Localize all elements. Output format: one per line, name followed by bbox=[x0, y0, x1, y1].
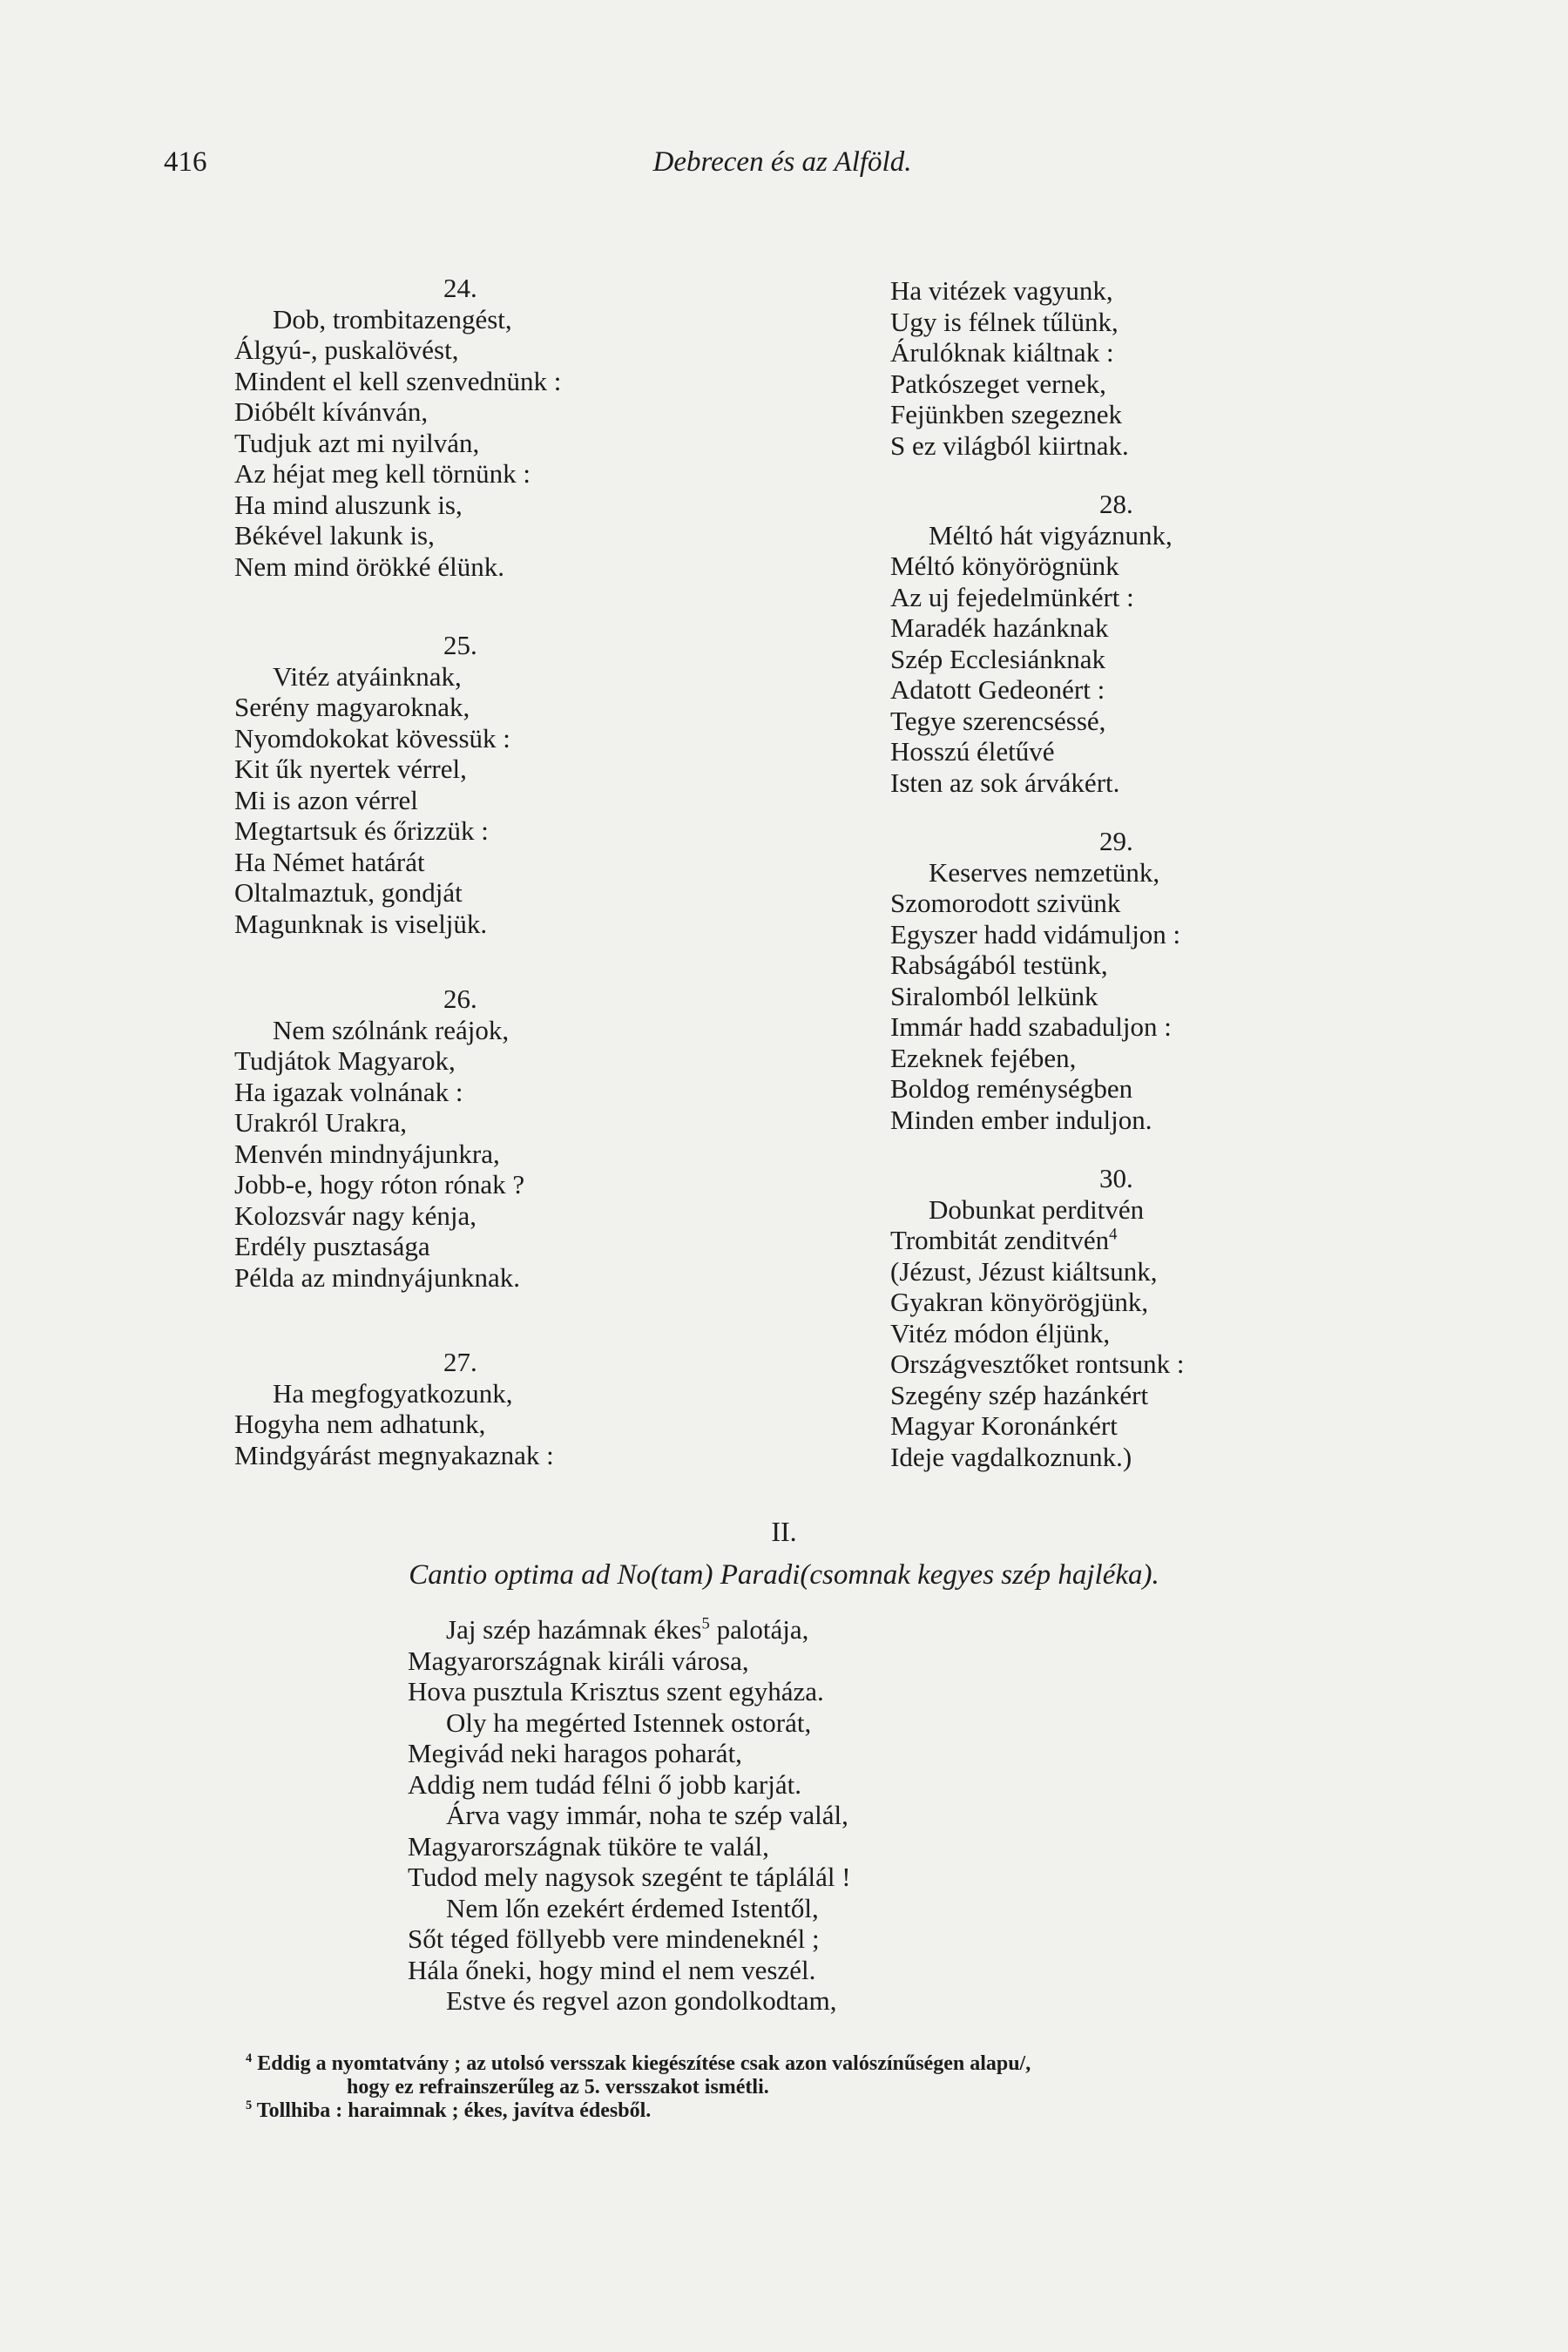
stanza-27 bbox=[234, 1347, 554, 1470]
verse-line: Isten az sok árvákért. bbox=[890, 767, 1120, 798]
page-number: 416 bbox=[164, 146, 207, 178]
verse-line: Ideje vagdalkoznunk.) bbox=[890, 1441, 1132, 1472]
verse-line: Maradék hazánknak bbox=[890, 612, 1109, 643]
stanza-30 bbox=[890, 1163, 1184, 1472]
verse-line: Mindent el kell szenvednünk : bbox=[234, 365, 562, 396]
verse-line: Ugy is félnek tűlünk, bbox=[890, 306, 1119, 337]
verse-line: Dob, trombitazengést, bbox=[273, 303, 512, 335]
verse-line: Hosszú életűvé bbox=[890, 736, 1055, 767]
verse-line: Kolozsvár nagy kénja, bbox=[234, 1200, 477, 1231]
verse-line: Az uj fejedelmünkért : bbox=[890, 581, 1134, 612]
verse-line: Békével lakunk is, bbox=[234, 520, 435, 551]
verse-line: Ha Német határát bbox=[234, 846, 425, 877]
verse-line: Tudjuk azt mi nyilván, bbox=[234, 427, 480, 458]
verse-line: Estve és regvel azon gondolkodtam, bbox=[446, 1985, 837, 2016]
stanza-number: 25. bbox=[443, 630, 477, 660]
verse-line: Gyakran könyörögjünk, bbox=[890, 1287, 1149, 1317]
verse-line bbox=[408, 1614, 851, 1646]
verse-line bbox=[890, 1225, 1184, 1256]
verse-line: Országvesztőket rontsunk : bbox=[890, 1348, 1185, 1379]
footnotes bbox=[246, 2052, 1430, 2123]
verse-line: Erdély pusztasága bbox=[234, 1231, 430, 1261]
stanza-number: 28. bbox=[1099, 489, 1133, 519]
verse-line: Boldog reménységben bbox=[890, 1073, 1133, 1104]
page-header bbox=[164, 146, 1401, 190]
footnote-text: Tollhiba : haraimnak ; ékes, javítva édesből. bbox=[256, 2099, 652, 2122]
verse-line: Tegye szerencséssé, bbox=[890, 705, 1106, 736]
verse-line: Ha vitézek vagyunk, bbox=[890, 275, 1113, 306]
verse-line: Nem lőn ezekért érdemed Istentől, bbox=[446, 1892, 819, 1923]
verse-line: Magyarországnak királi városa, bbox=[408, 1645, 749, 1676]
footnote-marker: 5 bbox=[701, 1614, 710, 1633]
verse-line: Az héjat meg kell törnünk : bbox=[234, 458, 531, 489]
verse-line: Ha mind aluszunk is, bbox=[234, 489, 463, 520]
verse-line: Méltó hát vigyáznunk, bbox=[929, 519, 1173, 551]
footnote-marker: 4 bbox=[1109, 1225, 1118, 1244]
stanza-28 bbox=[890, 489, 1173, 798]
verse-line: Vitéz módon éljünk, bbox=[890, 1317, 1111, 1348]
footnote-4 bbox=[246, 2052, 1430, 2076]
verse-line: Oltalmaztuk, gondját bbox=[234, 877, 463, 908]
stanza-29 bbox=[890, 826, 1180, 1135]
verse-line: Immár hadd szabaduljon : bbox=[890, 1011, 1172, 1042]
verse-line: Mi is azon vérrel bbox=[234, 784, 418, 815]
verse-line: Magyarországnak tüköre te valál, bbox=[408, 1830, 769, 1862]
verse-line: Dióbélt kívánván, bbox=[234, 396, 429, 427]
verse-line: Keserves nemzetünk, bbox=[929, 856, 1160, 888]
verse-line: Minden ember induljon. bbox=[890, 1104, 1152, 1135]
verse-line: Ezeknek fejében, bbox=[890, 1042, 1077, 1073]
verse-line: Menvén mindnyájunkra, bbox=[234, 1138, 500, 1169]
verse-line: Urakról Urakra, bbox=[234, 1107, 407, 1138]
poem-body bbox=[408, 1614, 851, 2017]
verse-line: Szomorodott szivünk bbox=[890, 888, 1121, 918]
verse-line: Nem szólnánk reájok, bbox=[273, 1014, 510, 1045]
verse-line: Ha igazak volnának : bbox=[234, 1076, 463, 1107]
verse-line: Kit űk nyertek vérrel, bbox=[234, 754, 467, 784]
verse-line: Megtartsuk és őrizzük : bbox=[234, 815, 489, 846]
verse-line: Mindgyárást megnyakaznak : bbox=[234, 1439, 554, 1470]
footnote-text: Eddig a nyomtatvány ; az utolsó versszak kiegészítése csak azon valószínűségen alapu/, bbox=[257, 2052, 1031, 2075]
verse-line: (Jézust, Jézust kiáltsunk, bbox=[890, 1255, 1158, 1287]
stanza-number: 30. bbox=[1099, 1163, 1133, 1193]
verse-line: Vitéz atyáinknak, bbox=[273, 660, 462, 692]
verse-line: Megivád neki haragos poharát, bbox=[408, 1738, 742, 1768]
verse-line: Rabságából testünk, bbox=[890, 950, 1108, 980]
verse-line: Magyar Koronánkért bbox=[890, 1410, 1118, 1441]
stanza-number: 29. bbox=[1099, 826, 1133, 856]
verse-line: Szép Ecclesiánknak bbox=[890, 643, 1106, 674]
stanza-26 bbox=[234, 983, 524, 1293]
stanza-number: 27. bbox=[443, 1347, 477, 1377]
verse-line: Oly ha megérted Istennek ostorát, bbox=[446, 1707, 812, 1738]
verse-line: Dobunkat perditvén bbox=[929, 1193, 1145, 1225]
verse-line: Patkószeget vernek, bbox=[890, 368, 1106, 399]
verse-line: Addig nem tudád félni ő jobb karját. bbox=[408, 1768, 801, 1800]
verse-line: Sőt téged föllyebb vere mindeneknél ; bbox=[408, 1923, 820, 1954]
verse-text: Jaj szép hazámnak ékes bbox=[446, 1614, 702, 1645]
verse-line: Tudjátok Magyarok, bbox=[234, 1045, 456, 1076]
verse-line: Méltó könyörögnünk bbox=[890, 551, 1119, 581]
verse-line: Nyomdokokat kövessük : bbox=[234, 722, 510, 754]
stanza-24 bbox=[234, 273, 561, 582]
verse-line: Fejünkben szegeznek bbox=[890, 399, 1122, 429]
verse-line: Egyszer hadd vidámuljon : bbox=[890, 918, 1181, 950]
verse-line: Magunknak is viseljük. bbox=[234, 908, 488, 939]
footnote-5 bbox=[246, 2099, 1430, 2123]
verse-line: Adatott Gedeonért : bbox=[890, 674, 1105, 705]
verse-line: S ez világból kiirtnak. bbox=[890, 429, 1129, 461]
verse-line: Jobb-e, hogy róton rónak ? bbox=[234, 1169, 525, 1200]
verse-line: Ha megfogyatkozunk, bbox=[273, 1377, 513, 1409]
verse-line: Álgyú-, puskalövést, bbox=[234, 335, 459, 365]
stanza-27-continued bbox=[890, 275, 1129, 461]
footnote-marker: 4 bbox=[246, 2051, 253, 2065]
footnote-marker: 5 bbox=[246, 2099, 253, 2112]
stanza-25 bbox=[234, 630, 510, 939]
running-title: Debrecen és az Alföld. bbox=[652, 146, 912, 178]
section-title: Cantio optima ad No(tam) Paradi(csomnak kegyes szép hajléka). bbox=[409, 1559, 1159, 1591]
verse-line: Hogyha nem adhatunk, bbox=[234, 1409, 486, 1439]
footnote-4-continued: hogy ez refrainszerűleg az 5. versszakot ismétli. bbox=[347, 2076, 769, 2099]
verse-line: Hova pusztula Krisztus szent egyháza. bbox=[408, 1676, 824, 1707]
verse-line: Serény magyaroknak, bbox=[234, 692, 470, 722]
verse-line: Árva vagy immár, noha te szép valál, bbox=[446, 1800, 848, 1830]
verse-line: Tudod mely nagysok szegént te táplálál ! bbox=[408, 1862, 851, 1892]
stanza-number: 26. bbox=[443, 983, 477, 1014]
verse-line: Hála őneki, hogy mind el nem veszél. bbox=[408, 1954, 816, 1985]
verse-line: Példa az mindnyájunknak. bbox=[234, 1261, 520, 1293]
verse-line: Szegény szép hazánkért bbox=[890, 1379, 1149, 1410]
verse-line: Nem mind örökké élünk. bbox=[234, 551, 504, 582]
verse-text: Trombitát zenditvén bbox=[890, 1225, 1110, 1255]
verse-text-tail: palotája, bbox=[709, 1614, 809, 1645]
verse-line: Árulóknak kiáltnak : bbox=[890, 337, 1114, 368]
verse-line: Siralomból lelkünk bbox=[890, 980, 1098, 1011]
section-number: II. bbox=[771, 1516, 797, 1547]
stanza-number: 24. bbox=[443, 273, 477, 303]
